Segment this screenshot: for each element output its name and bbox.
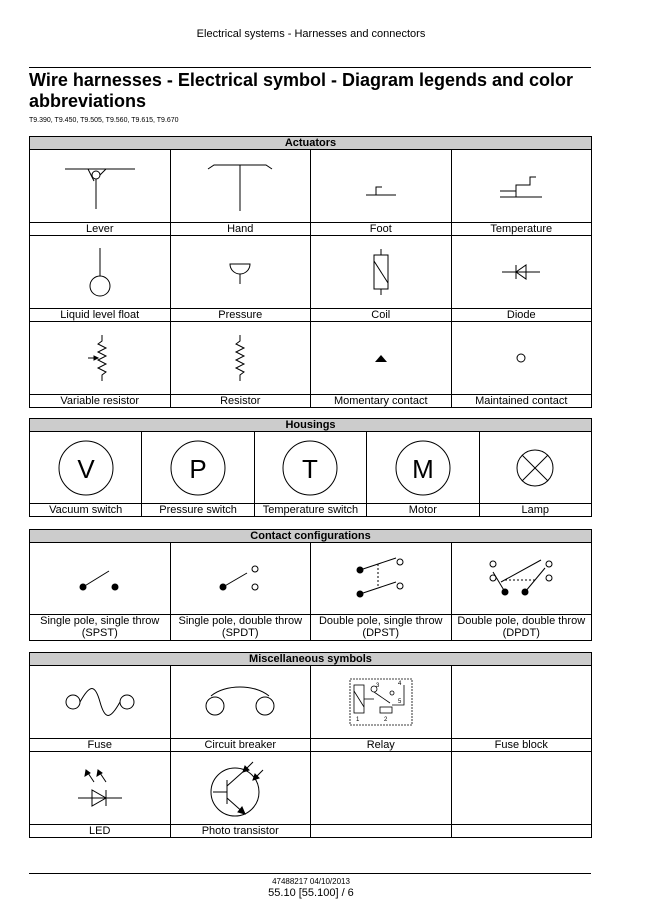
led-icon: [30, 752, 171, 825]
actuator-label: Variable resistor: [30, 395, 171, 408]
misc-label: Fuse: [30, 739, 171, 752]
housing-letter: V: [77, 453, 95, 484]
empty-cell: [311, 752, 452, 825]
actuator-label: Hand: [170, 223, 311, 236]
float-icon: [30, 236, 171, 309]
footer-rule: [29, 873, 591, 874]
contact-label: Double pole, double throw (DPDT): [451, 615, 592, 641]
pressure-switch-icon: [142, 432, 254, 504]
housing-letter: P: [189, 453, 207, 484]
actuator-label: Lever: [30, 223, 171, 236]
actuator-label: Momentary contact: [311, 395, 452, 408]
model-list: T9.390, T9.450, T9.505, T9.560, T9.615, T9.670: [29, 117, 179, 124]
relay-icon: [311, 666, 452, 739]
temperature-icon: [451, 150, 592, 223]
actuators-table: [29, 136, 592, 408]
contact-label: Double pole, single throw (DPST): [311, 615, 452, 641]
misc-heading: Miscellaneous symbols: [30, 653, 592, 666]
foot-icon: [311, 150, 452, 223]
housing-label: Temperature switch: [254, 504, 366, 517]
actuator-label: Maintained contact: [451, 395, 592, 408]
contacts-heading: Contact configurations: [30, 530, 592, 543]
variable-resistor-icon: [30, 322, 171, 395]
housing-letter: M: [412, 453, 434, 484]
vacuum-switch-icon: [30, 432, 142, 504]
empty-cell: [311, 825, 452, 838]
housing-label: Pressure switch: [142, 504, 254, 517]
coil-icon: [311, 236, 452, 309]
empty-cell: [451, 752, 592, 825]
spdt-icon: [170, 543, 311, 615]
housing-letter: T: [302, 453, 319, 484]
dpdt-icon: [451, 543, 592, 615]
misc-label: Fuse block: [451, 739, 592, 752]
housing-label: Lamp: [479, 504, 591, 517]
housing-label: Motor: [367, 504, 479, 517]
actuator-label: Resistor: [170, 395, 311, 408]
misc-label: Circuit breaker: [170, 739, 311, 752]
actuator-label: Diode: [451, 309, 592, 322]
diode-icon: [451, 236, 592, 309]
maintained-contact-icon: [451, 322, 592, 395]
misc-label: LED: [30, 825, 171, 838]
empty-cell: [451, 825, 592, 838]
hand-icon: [170, 150, 311, 223]
housings-table: [29, 418, 592, 517]
actuator-label: Foot: [311, 223, 452, 236]
relay-pin-label: 3: [375, 683, 380, 689]
misc-label: Photo transistor: [170, 825, 311, 838]
relay-pin-label: 5: [397, 699, 402, 705]
misc-label: Relay: [311, 739, 452, 752]
motor-icon: [367, 432, 479, 504]
contacts-table: [29, 529, 592, 641]
actuator-label: Liquid level float: [30, 309, 171, 322]
contact-label: Single pole, double throw (SPDT): [170, 615, 311, 641]
housing-label: Vacuum switch: [30, 504, 142, 517]
relay-pin-label: 1: [355, 717, 360, 723]
fuse-block-icon: [451, 666, 592, 739]
relay-pin-label: 2: [383, 717, 388, 723]
housings-heading: Housings: [30, 419, 592, 432]
page-number: 55.10 [55.100] / 6: [268, 887, 354, 899]
header-rule: [29, 67, 591, 68]
relay-pin-label: 4: [397, 681, 402, 687]
actuator-label: Pressure: [170, 309, 311, 322]
photo-transistor-icon: [170, 752, 311, 825]
resistor-icon: [170, 322, 311, 395]
pressure-icon: [170, 236, 311, 309]
running-header: Electrical systems - Harnesses and connectors: [196, 28, 426, 40]
lever-icon: [30, 150, 171, 223]
spst-icon: [30, 543, 171, 615]
misc-table: [29, 652, 592, 838]
page-title: Wire harnesses - Electrical symbol - Diagram legends and color abbreviations: [29, 70, 574, 111]
doc-number: 47488217 04/10/2013: [272, 877, 350, 886]
contact-label: Single pole, single throw (SPST): [30, 615, 171, 641]
lamp-icon: [479, 432, 591, 504]
circuit-breaker-icon: [170, 666, 311, 739]
actuator-label: Coil: [311, 309, 452, 322]
actuator-label: Temperature: [451, 223, 592, 236]
fuse-icon: [30, 666, 171, 739]
actuators-heading: Actuators: [30, 137, 592, 150]
temperature-switch-icon: [254, 432, 366, 504]
momentary-contact-icon: [311, 322, 452, 395]
dpst-icon: [311, 543, 452, 615]
